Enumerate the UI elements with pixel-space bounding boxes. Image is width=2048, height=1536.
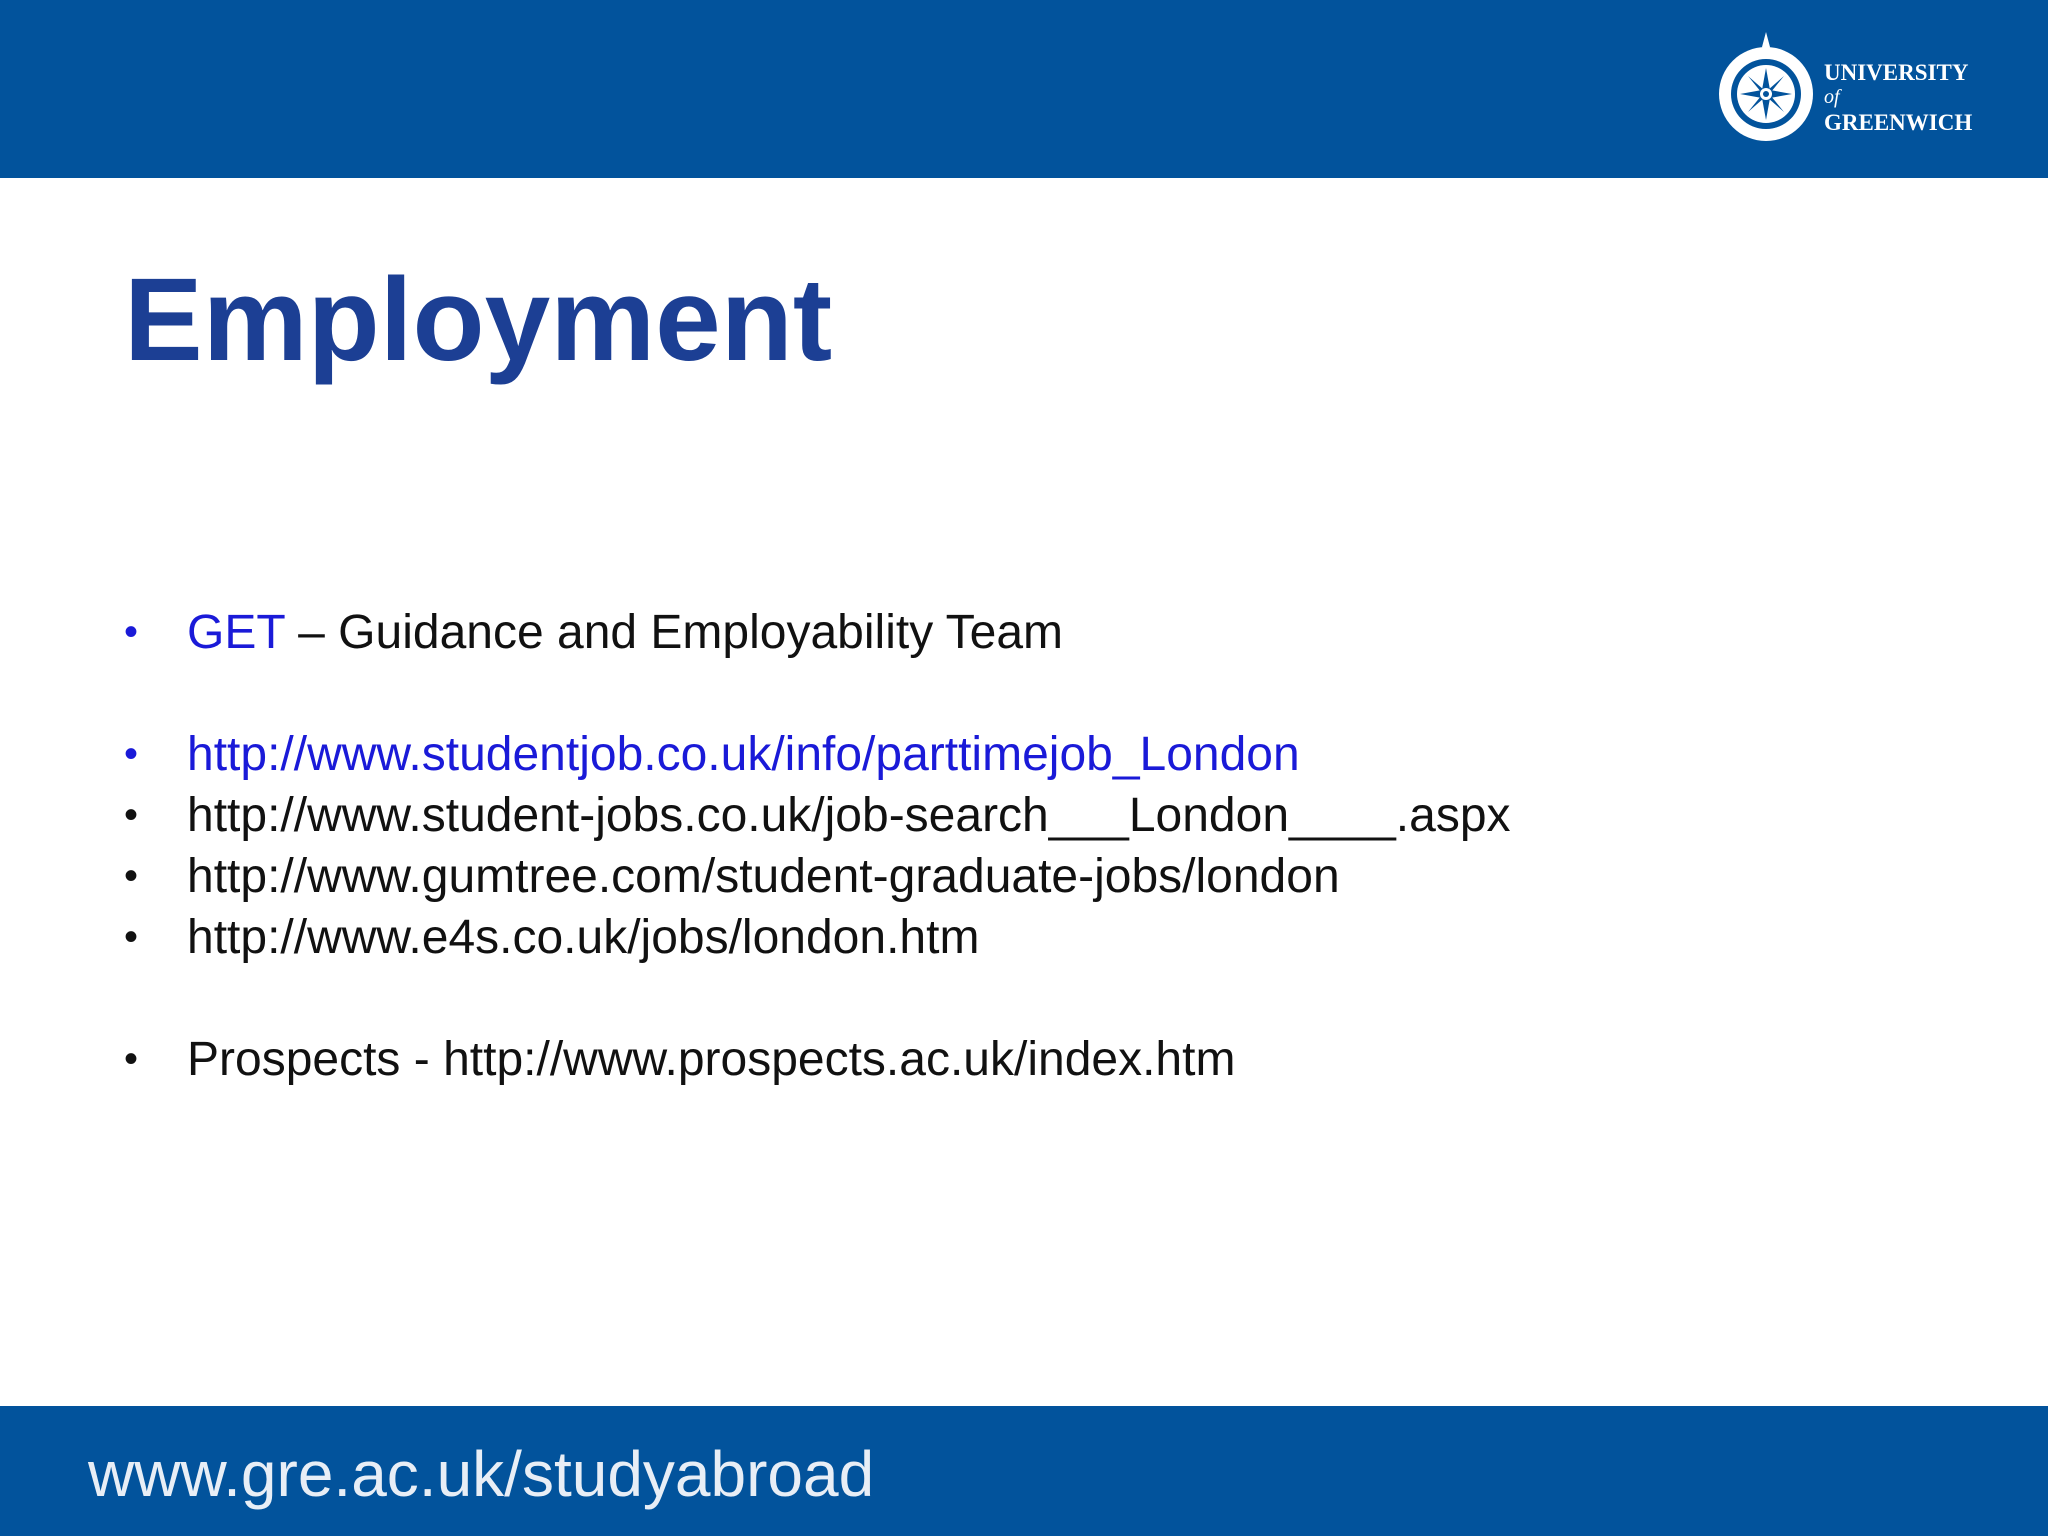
footer-bar — [0, 1406, 2048, 1536]
university-logo[interactable] — [1716, 26, 1976, 152]
bullet-e4s — [124, 907, 1944, 968]
get-link[interactable]: GET — [187, 606, 285, 659]
student-jobs-url: http://www.student-jobs.co.uk/job-search___London____.aspx — [187, 789, 1511, 842]
bullet-student-jobs — [124, 785, 1944, 846]
bullet-dot-icon: • — [124, 793, 139, 837]
compass-seal-icon — [1716, 28, 1816, 150]
bullet-dot-icon: • — [124, 610, 139, 654]
bullet-dot-icon: • — [124, 915, 139, 959]
bullet-list — [124, 602, 1944, 1090]
prospects-url: Prospects - http://www.prospects.ac.uk/index.htm — [187, 1033, 1236, 1086]
gumtree-url: http://www.gumtree.com/student-graduate-jobs/london — [187, 850, 1340, 903]
bullet-studentjob — [124, 724, 1944, 785]
logo-line-greenwich: GREENWICH — [1824, 110, 1973, 135]
get-description: – Guidance and Employability Team — [284, 606, 1064, 659]
bullet-dot-icon: • — [124, 732, 139, 776]
logo-line-of: of — [1824, 86, 1840, 108]
bullet-gumtree — [124, 846, 1944, 907]
logo-wordmark — [1824, 60, 1972, 135]
bullet-dot-icon: • — [124, 1037, 139, 1081]
logo-line-university: UNIVERSITY — [1824, 60, 1969, 85]
footer-url[interactable]: www.gre.ac.uk/studyabroad — [88, 1438, 875, 1510]
bullet-prospects — [124, 1029, 1944, 1090]
bullet-get — [124, 602, 1944, 663]
e4s-url: http://www.e4s.co.uk/jobs/london.htm — [187, 911, 980, 964]
studentjob-link[interactable]: http://www.studentjob.co.uk/info/parttimejob_London — [187, 728, 1300, 781]
bullet-dot-icon: • — [124, 854, 139, 898]
header-bar — [0, 0, 2048, 178]
slide-title: Employment — [124, 254, 833, 386]
